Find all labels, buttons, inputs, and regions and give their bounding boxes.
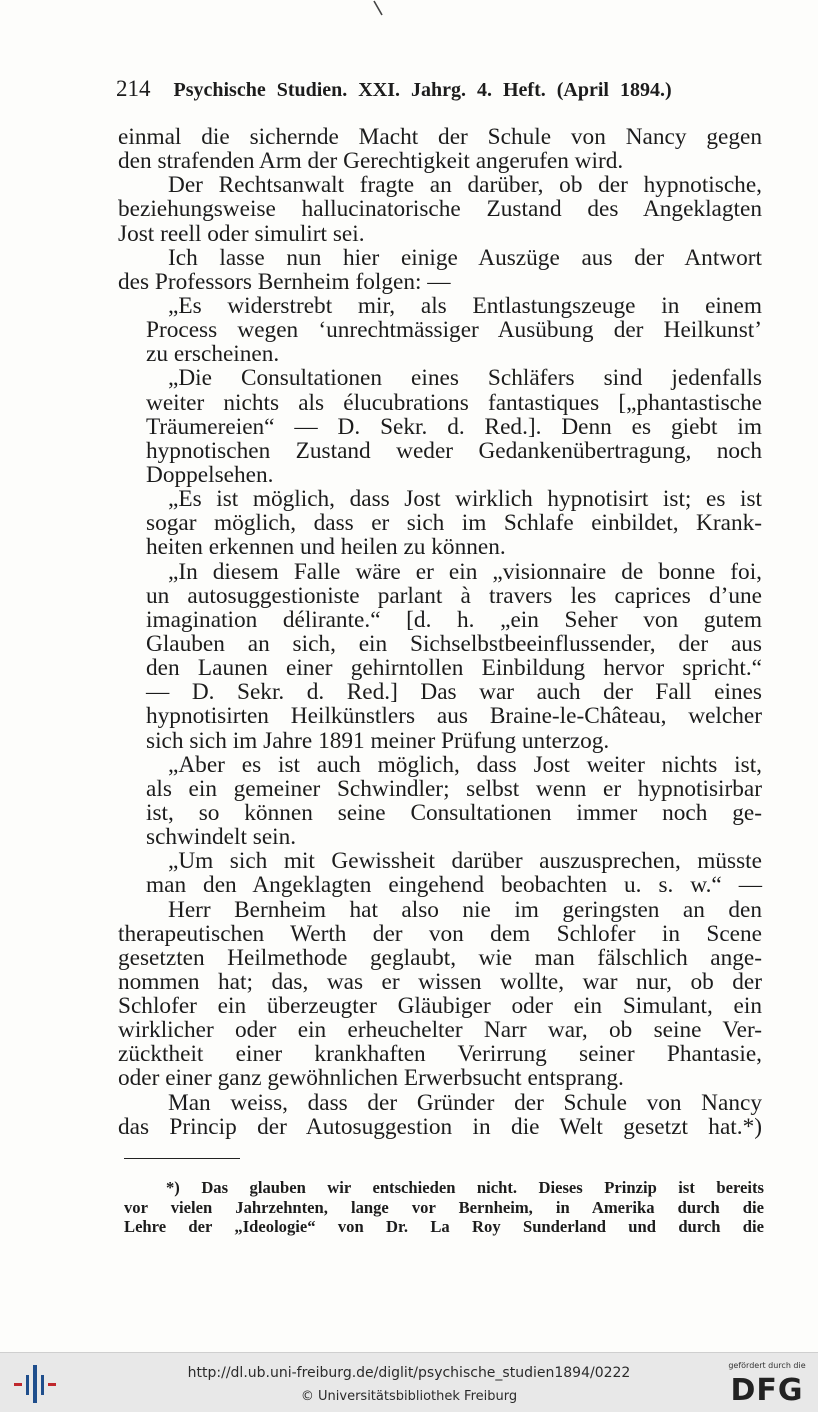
text-line: nommen hat; das, was er wissen wollte, war nur, ob der xyxy=(118,968,762,995)
text-line: beziehungsweise hallucinatorische Zustand des Angeklagten xyxy=(118,196,762,223)
text-line: den Launen einer gehirntollen Einbildung hervor spricht.“ xyxy=(146,655,762,682)
text-line: „Aber es ist auch möglich, dass Jost weiter nichts ist, xyxy=(168,751,762,778)
text-line: „Es ist möglich, dass Jost wirklich hypnotisirt ist; es ist xyxy=(168,486,762,513)
footnote-line: vor vielen Jahrzehnten, lange vor Bernheim, in Amerika durch die xyxy=(124,1197,764,1217)
viewer-footer xyxy=(0,1352,818,1412)
text-line: un autosuggestioniste parlant à travers les caprices d’une xyxy=(146,582,762,609)
text-line: Process wegen ‘unrechtmässiger Ausübung der Heilkunst’ xyxy=(146,317,762,344)
text-line: gesetzten Heilmethode geglaubt, wie man fälschlich ange- xyxy=(118,944,762,971)
copyright-text: © Universitätsbibliothek Freiburg xyxy=(300,1389,518,1404)
text-line: weiter nichts als élucubrations fantastiques [„phantastische xyxy=(146,389,762,416)
text-line: einmal die sichernde Macht der Schule von Nancy gegen xyxy=(118,124,762,150)
footnote-rule xyxy=(124,1158,240,1159)
text-line: wirklicher oder ein erheuchelter Narr war, ob seine Ver- xyxy=(118,1017,762,1044)
dfg-logo: DFG xyxy=(730,1373,804,1408)
source-url-link[interactable]: http://dl.ub.uni-freiburg.de/diglit/psychische_studien1894/0222 xyxy=(187,1365,631,1381)
text-line: Ich lasse nun hier einige Auszüge aus der Antwort xyxy=(168,244,762,271)
scan-mark xyxy=(372,0,384,16)
text-line: zücktheit einer krankhaften Verirrung seiner Phantasie, xyxy=(118,1041,762,1068)
text-line: das Princip der Autosuggestion in die Welt gesetzt hat.*) xyxy=(118,1113,762,1140)
body-text xyxy=(118,125,762,1139)
text-line: „Die Consultationen eines Schläfers sind jedenfalls xyxy=(168,365,762,392)
text-line: sich sich im Jahre 1891 meiner Prüfung unterzog. xyxy=(146,727,610,754)
text-line: hypnotischen Zustand weder Gedankenübertragung, noch xyxy=(146,437,762,464)
text-line: Herr Bernheim hat also nie im geringsten an den xyxy=(168,896,762,923)
text-line: schwindelt sein. xyxy=(146,824,297,851)
text-line: „In diesem Falle wäre er ein „visionnaire de bonne foi, xyxy=(168,558,762,585)
text-line: sogar möglich, dass er sich im Schlafe einbildet, Krank- xyxy=(146,510,762,537)
text-line: den strafenden Arm der Gerechtigkeit angerufen wird. xyxy=(118,148,624,175)
running-title: Psychische Studien. XXI. Jahrg. 4. Heft. (April 1894.) xyxy=(173,79,672,101)
text-line: heiten erkennen und heilen zu können. xyxy=(146,534,506,561)
footnote-line: Lehre der „Ideologie“ von Dr. La Roy Sunderland und durch die xyxy=(124,1217,764,1237)
text-line: „Es widerstrebt mir, als Entlastungszeuge in einem xyxy=(168,292,762,319)
text-line: man den Angeklagten eingehend beobachten u. s. w.“ — xyxy=(146,872,762,899)
text-line: therapeutischen Werth der von dem Schlofer in Scene xyxy=(118,920,762,947)
text-line: Man weiss, dass der Gründer der Schule von Nancy xyxy=(168,1089,762,1116)
text-line: ist, so können seine Consultationen immer noch ge- xyxy=(146,799,762,826)
running-header xyxy=(116,76,716,106)
text-line: Glauben an sich, ein Sichselbstbeeinflussender, der aus xyxy=(146,630,762,657)
text-line: als ein gemeiner Schwindler; selbst wenn er hypnotisirbar xyxy=(146,775,762,802)
text-line: Der Rechtsanwalt fragte an darüber, ob der hypnotische, xyxy=(168,172,762,199)
text-line: oder einer ganz gewöhnlichen Erwerbsucht entsprang. xyxy=(118,1065,624,1092)
text-line: Jost reell oder simulirt sei. xyxy=(118,220,365,247)
footnote xyxy=(124,1178,764,1237)
text-line: Träumereien“ — D. Sekr. d. Red.]. Denn es giebt im xyxy=(146,413,762,440)
text-line: des Professors Bernheim folgen: — xyxy=(118,268,451,295)
text-line: Schlofer ein überzeugter Gläubiger oder ein Simulant, ein xyxy=(118,993,762,1020)
text-line: „Um sich mit Gewissheit darüber auszusprechen, müsste xyxy=(168,848,762,875)
page-number: 214 xyxy=(116,76,151,101)
text-line: zu erscheinen. xyxy=(146,341,280,368)
text-line: imagination délirante.“ [d. h. „ein Seher von gutem xyxy=(146,606,762,633)
footnote-line: *) Das glauben wir entschieden nicht. Dieses Prinzip ist bereits xyxy=(166,1178,764,1197)
text-line: hypnotisirten Heilkünstlers aus Braine-le-Château, welcher xyxy=(146,703,762,730)
text-line: — D. Sekr. d. Red.] Das war auch der Fall eines xyxy=(146,679,762,706)
sponsor-caption: gefördert durch die xyxy=(728,1361,806,1370)
text-line: Doppelsehen. xyxy=(146,461,274,488)
